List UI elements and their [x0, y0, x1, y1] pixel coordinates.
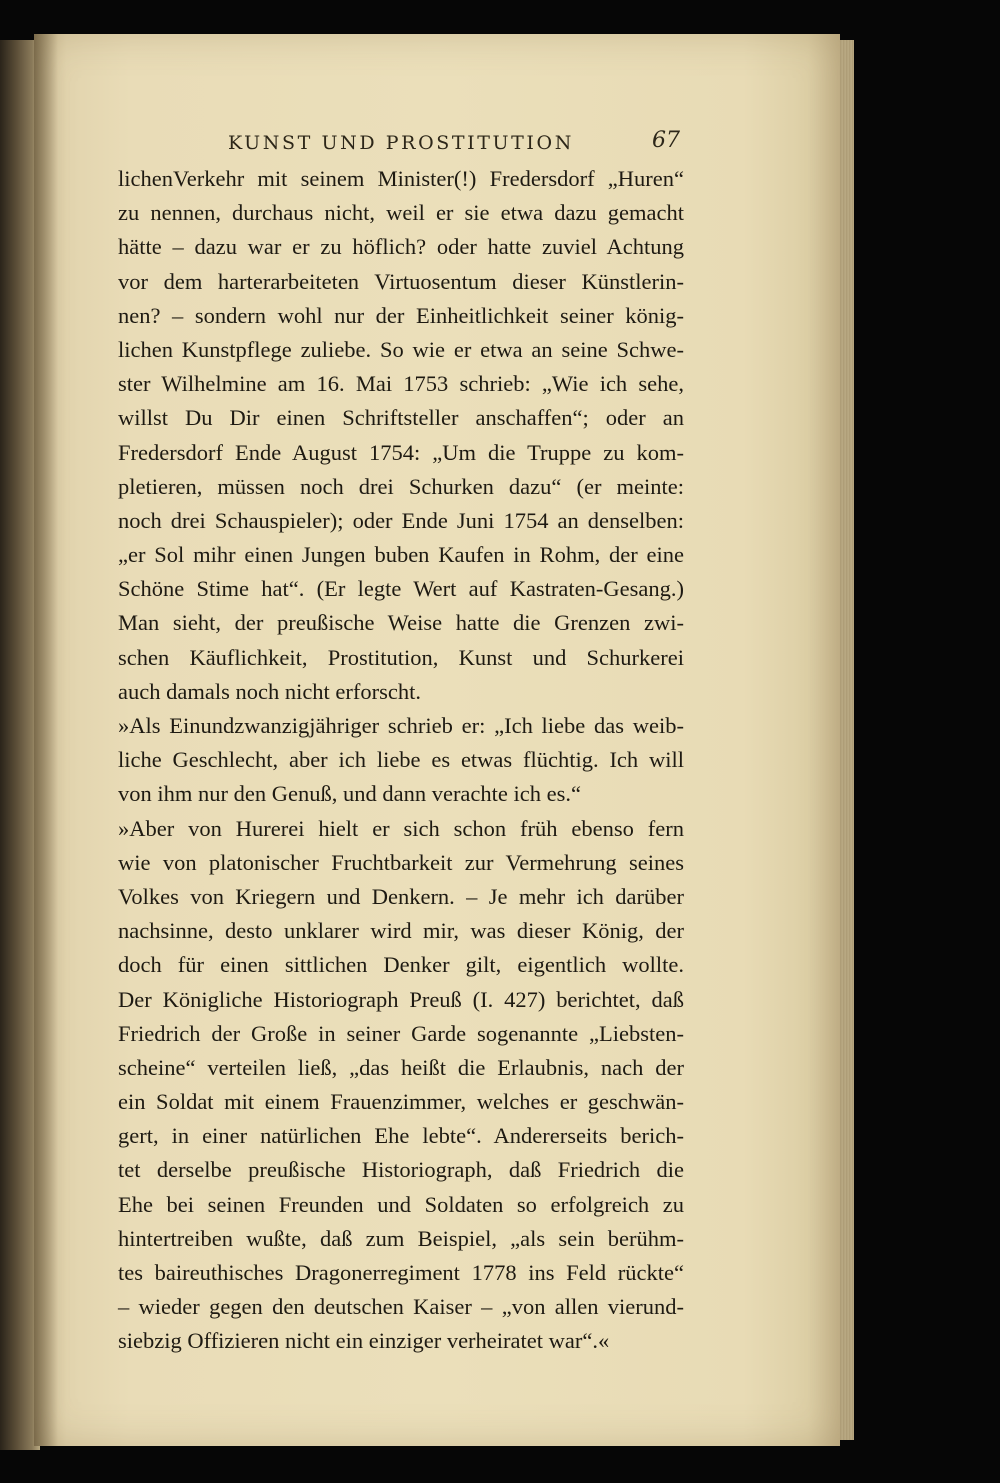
body-text: [118, 162, 684, 1359]
text-line: tet derselbe preußische Historiograph, daß Friedrich die: [118, 1157, 684, 1183]
text-line: Schöne Stime hat“. (Er legte Wert auf Kastraten-Gesang.): [118, 576, 684, 602]
text-line: »Als Einundzwanzigjähriger schrieb er: „Ich liebe das weib-: [118, 713, 684, 738]
text-line: siebzig Offizieren nicht ein einziger verheiratet war“.«: [118, 1328, 610, 1354]
text-line: lichen Kunstpflege zuliebe. So wie er etwa an seine Schwe-: [118, 336, 684, 362]
text-line: liche Geschlecht, aber ich liebe es etwas flüchtig. Ich will: [118, 747, 684, 773]
page-number: 67: [652, 128, 680, 153]
text-line: zu nennen, durchaus nicht, weil er sie etwa dazu gemacht: [118, 200, 684, 226]
text-line: nachsinne, desto unklarer wird mir, was dieser König, der: [118, 918, 684, 944]
text-line: hintertreiben wußte, daß zum Beispiel, „als sein berühm-: [118, 1225, 684, 1251]
text-line: Der Königliche Historiograph Preuß (I. 427) berichtet, daß: [118, 986, 684, 1012]
text-line: Ehe bei seinen Freunden und Soldaten so erfolgreich zu: [118, 1191, 684, 1217]
text-line: Friedrich der Große in seiner Garde sogenannte „Liebsten-: [118, 1020, 684, 1046]
text-line: auch damals noch nicht erforscht.: [118, 678, 422, 704]
text-line: scheine“ verteilen ließ, „das heißt die Erlaubnis, nach der: [118, 1054, 684, 1080]
text-line: pletieren, müssen noch drei Schurken dazu“ (er meinte:: [118, 473, 684, 499]
running-head-title: KUNST UND PROSTITUTION: [228, 132, 574, 154]
text-line: Volkes von Kriegern und Denkern. – Je mehr ich darüber: [118, 883, 684, 909]
text-line: lichenVerkehr mit seinem Minister(!) Fredersdorf „Huren“: [118, 166, 684, 191]
text-line: doch für einen sittlichen Denker gilt, eigentlich wollte.: [118, 952, 684, 978]
text-line: Fredersdorf Ende August 1754: „Um die Truppe zu kom-: [118, 439, 684, 465]
text-line: wie von platonischer Fruchtbarkeit zur Vermehrung seines: [118, 849, 684, 875]
text-line: – wieder gegen den deutschen Kaiser – „von allen vierund-: [118, 1294, 684, 1320]
text-line: „er Sol mihr einen Jungen buben Kaufen in Rohm, der eine: [118, 542, 684, 568]
page-stack-edge: [840, 40, 854, 1440]
text-line: schen Käuflichkeit, Prostitution, Kunst und Schurkerei: [118, 644, 684, 670]
running-head: [0, 128, 1000, 162]
text-line: noch drei Schauspieler); oder Ende Juni 1754 an denselben:: [118, 507, 684, 533]
text-line: ster Wilhelmine am 16. Mai 1753 schrieb: „Wie ich sehe,: [118, 371, 684, 397]
text-line: vor dem harterarbeiteten Virtuosentum dieser Künstlerin-: [118, 268, 684, 294]
text-line: hätte – dazu war er zu höflich? oder hatte zuviel Achtung: [118, 234, 684, 260]
text-line: »Aber von Hurerei hielt er sich schon früh ebenso fern: [118, 815, 684, 841]
text-line: gert, in einer natürlichen Ehe lebte“. Andererseits berich-: [118, 1123, 684, 1149]
gutter-shadow: [34, 34, 58, 1446]
text-line: tes baireuthisches Dragonerregiment 1778 ins Feld rückte“: [118, 1260, 684, 1285]
text-line: von ihm nur den Genuß, und dann verachte ich es.“: [118, 781, 581, 807]
text-line: Man sieht, der preußische Weise hatte die Grenzen zwi-: [118, 610, 684, 636]
text-line: ein Soldat mit einem Frauenzimmer, welches er geschwän-: [118, 1089, 684, 1115]
text-line: nen? – sondern wohl nur der Einheitlichkeit seiner könig-: [118, 302, 684, 328]
text-line: willst Du Dir einen Schriftsteller anschaffen“; oder an: [118, 405, 684, 431]
